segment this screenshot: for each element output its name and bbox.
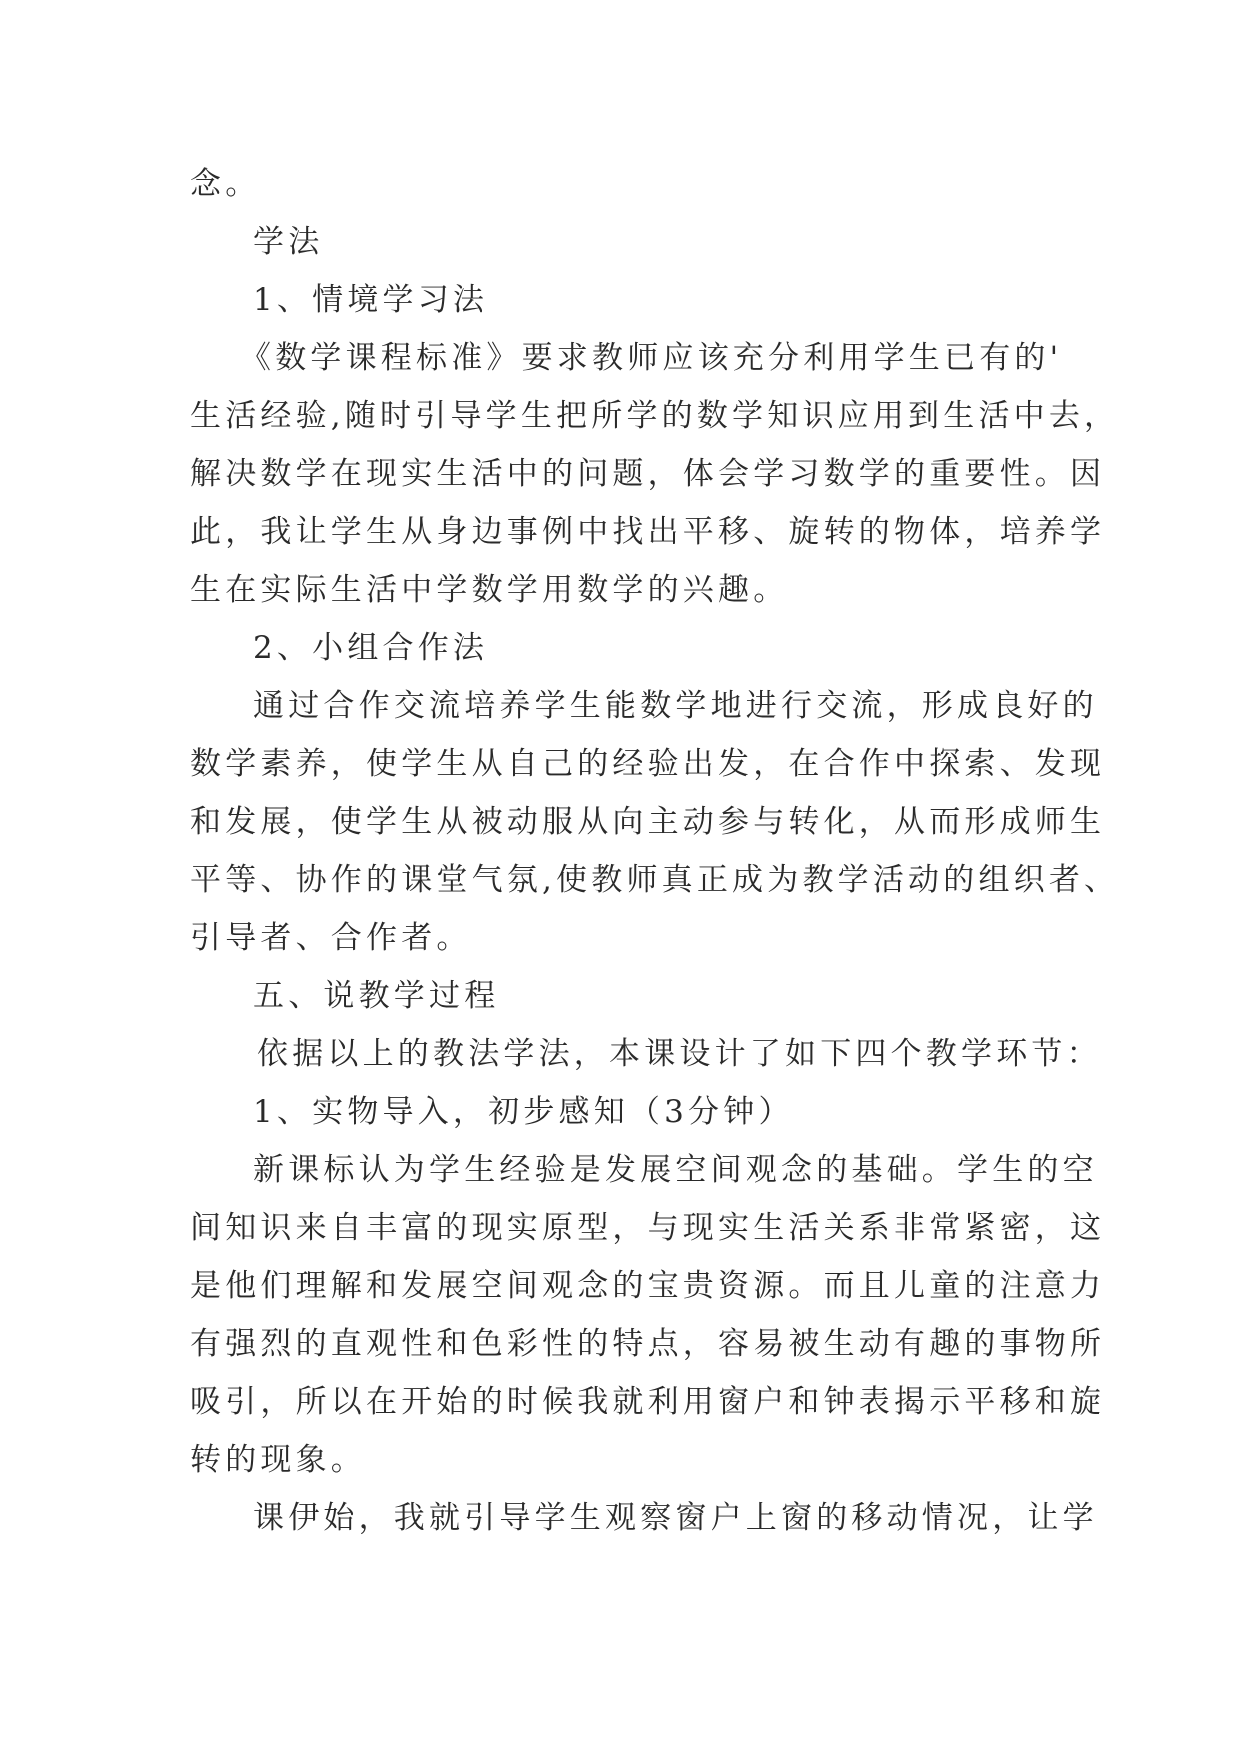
subsection-heading: 2、小组合作法 xyxy=(253,630,489,666)
text-line: 引导者、合作者。 xyxy=(190,920,472,956)
text-line: 此，我让学生从身边事例中找出平移、旋转的物体，培养学 xyxy=(190,514,1106,550)
text-line: 通过合作交流培养学生能数学地进行交流，形成良好的 xyxy=(253,688,1098,724)
text-line: 平等、协作的课堂气氛,使教师真正成为教学活动的组织者、 xyxy=(190,862,1120,898)
text-line: 《数学课程标准》要求教师应该充分利用学生已有的' xyxy=(240,340,1063,376)
subsection-heading: 1、情境学习法 xyxy=(253,282,489,318)
text-line: 新课标认为学生经验是发展空间观念的基础。学生的空 xyxy=(253,1152,1098,1188)
text-line: 课伊始，我就引导学生观察窗户上窗的移动情况，让学 xyxy=(253,1500,1098,1536)
text-line: 和发展，使学生从被动服从向主动参与转化，从而形成师生 xyxy=(190,804,1106,840)
text-line: 生在实际生活中学数学用数学的兴趣。 xyxy=(190,572,789,608)
text-line: 依据以上的教法学法，本课设计了如下四个教学环节： xyxy=(257,1036,1102,1072)
text-line: 吸引，所以在开始的时候我就利用窗户和钟表揭示平移和旋 xyxy=(190,1384,1106,1420)
text-line: 生活经验,随时引导学生把所学的数学知识应用到生活中去， xyxy=(190,398,1120,434)
text-line: 数学素养，使学生从自己的经验出发，在合作中探索、发现 xyxy=(190,746,1106,782)
text-line: 念。 xyxy=(190,166,261,202)
text-line: 转的现象。 xyxy=(190,1442,366,1478)
section-heading: 学法 xyxy=(253,224,324,260)
text-line: 有强烈的直观性和色彩性的特点，容易被生动有趣的事物所 xyxy=(190,1326,1106,1362)
subsection-heading: 1、实物导入，初步感知（3分钟） xyxy=(253,1094,794,1130)
text-line: 间知识来自丰富的现实原型，与现实生活关系非常紧密，这 xyxy=(190,1210,1106,1246)
text-line: 是他们理解和发展空间观念的宝贵资源。而且儿童的注意力 xyxy=(190,1268,1106,1304)
section-heading: 五、说教学过程 xyxy=(253,978,500,1014)
text-line: 解决数学在现实生活中的问题，体会学习数学的重要性。因 xyxy=(190,456,1106,492)
